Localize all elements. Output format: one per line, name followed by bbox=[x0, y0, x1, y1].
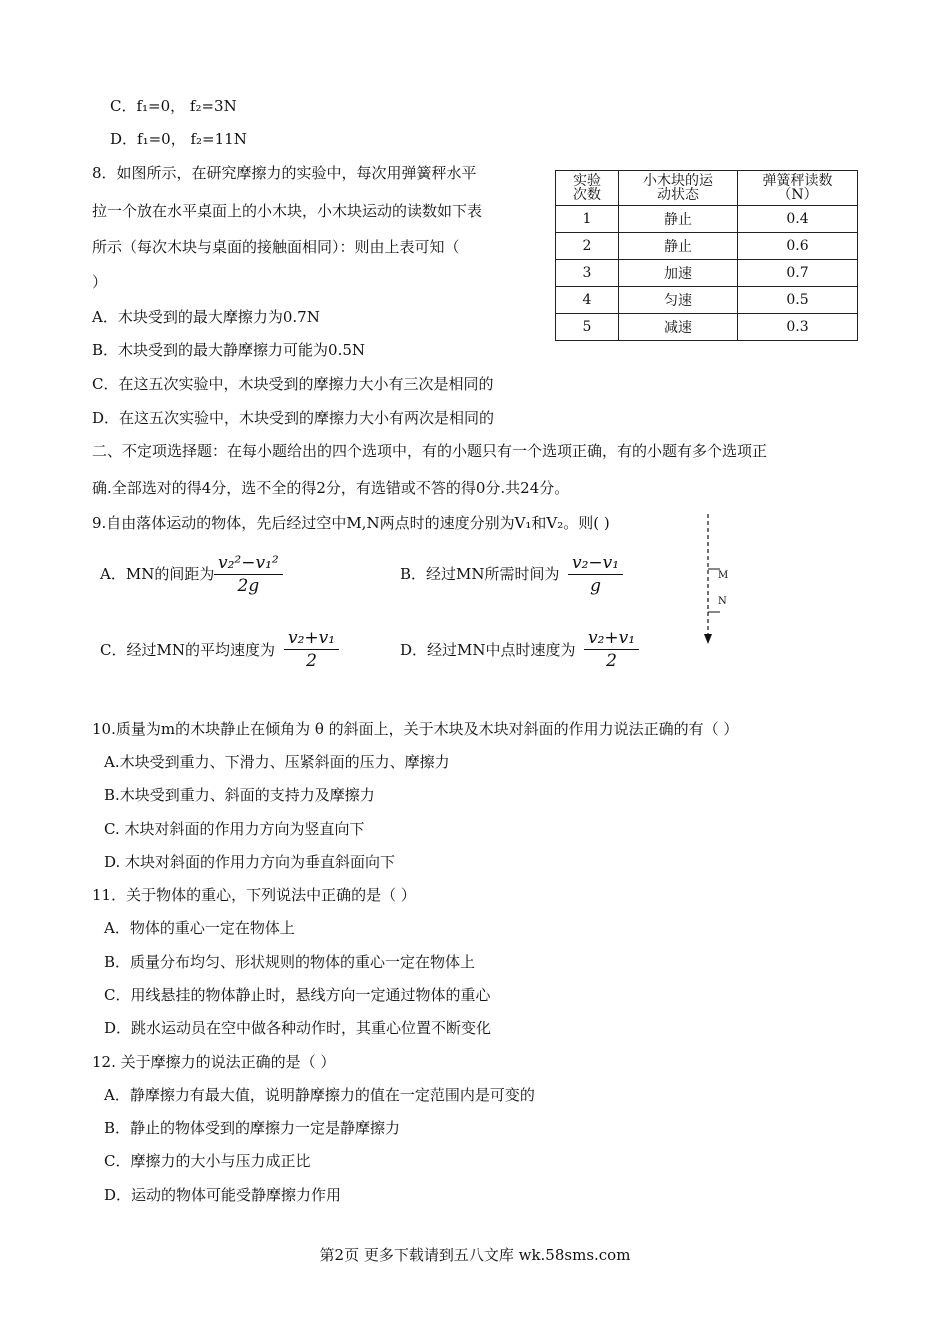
down-arrow-icon bbox=[704, 634, 712, 644]
point-m-label: M bbox=[718, 570, 729, 581]
q8-stem-1: 8．如图所示，在研究摩擦力的实验中，每次用弹簧秤水平 bbox=[92, 164, 477, 182]
q9-option-c-fraction bbox=[284, 627, 339, 672]
q11-option-c: C．用线悬挂的物体静止时，悬线方向一定通过物体的重心 bbox=[104, 986, 491, 1004]
point-n-label: N bbox=[718, 596, 727, 607]
q10-option-c: C. 木块对斜面的作用力方向为竖直向下 bbox=[104, 820, 365, 838]
q8-stem-2: 拉一个放在水平桌面上的小木块，小木块运动的读数如下表 bbox=[92, 202, 483, 220]
q8-option-c: C．在这五次实验中，木块受到的摩擦力大小有三次是相同的 bbox=[92, 375, 494, 393]
table-cell: 0.3 bbox=[738, 314, 858, 341]
table-cell: 5 bbox=[556, 314, 619, 341]
q7-option-d: D．f₁=0， f₂=11N bbox=[110, 130, 247, 148]
table-cell: 2 bbox=[556, 233, 619, 260]
fraction-numerator: v₂+v₁ bbox=[284, 627, 339, 650]
fraction-denominator: 2 bbox=[306, 651, 317, 671]
q7-option-c: C．f₁=0， f₂=3N bbox=[110, 97, 237, 115]
table-cell: 1 bbox=[556, 206, 619, 233]
q10-option-a: A.木块受到重力、下滑力、压紧斜面的压力、摩擦力 bbox=[104, 753, 450, 771]
page-footer: 第2页 更多下载请到五八文库 wk.58sms.com bbox=[319, 1246, 631, 1264]
table-cell: 0.6 bbox=[738, 233, 858, 260]
table-cell: 0.4 bbox=[738, 206, 858, 233]
table-cell: 静止 bbox=[619, 206, 738, 233]
q11-option-b: B．质量分布均匀、形状规则的物体的重心一定在物体上 bbox=[104, 953, 476, 971]
table-cell: 0.5 bbox=[738, 287, 858, 314]
q8-stem-4: ） bbox=[92, 273, 108, 291]
table-row bbox=[556, 314, 858, 341]
fraction-denominator: 2 bbox=[606, 651, 617, 671]
table-row bbox=[556, 233, 858, 260]
q9-option-a-fraction bbox=[214, 552, 283, 597]
table-cell: 静止 bbox=[619, 233, 738, 260]
q9-option-d-label: D．经过MN中点时速度为 bbox=[400, 641, 576, 659]
table-cell: 0.7 bbox=[738, 260, 858, 287]
table-cell: 3 bbox=[556, 260, 619, 287]
q12-option-a: A．静摩擦力有最大值，说明静摩擦力的值在一定范围内是可变的 bbox=[104, 1086, 535, 1104]
fraction-denominator: g bbox=[590, 576, 601, 596]
table-cell: 减速 bbox=[619, 314, 738, 341]
table-header-trial: 实验 次数 bbox=[556, 171, 619, 206]
q9-option-b-label: B．经过MN所需时间为 bbox=[400, 565, 560, 583]
q12-option-b: B．静止的物体受到的摩擦力一定是静摩擦力 bbox=[104, 1119, 401, 1137]
q8-option-d: D．在这五次实验中，木块受到的摩擦力大小有两次是相同的 bbox=[92, 409, 495, 427]
q11-option-d: D．跳水运动员在空中做各种动作时，其重心位置不断变化 bbox=[104, 1019, 492, 1037]
q12-stem: 12. 关于摩擦力的说法正确的是（ ） bbox=[92, 1053, 336, 1071]
falling-path-diagram bbox=[690, 512, 740, 652]
q8-stem-3: 所示（每次木块与桌面的接触面相同）：则由上表可知（ bbox=[92, 238, 460, 256]
q9-option-a-label: A．MN的间距为 bbox=[100, 565, 215, 583]
q9-option-c-label: C．经过MN的平均速度为 bbox=[100, 641, 275, 659]
fraction-denominator: 2g bbox=[237, 576, 260, 596]
table-header-state: 小木块的运 动状态 bbox=[619, 171, 738, 206]
table-row bbox=[556, 206, 858, 233]
section-2-line-1: 二、不定项选择题：在每小题给出的四个选项中，有的小题只有一个选项正确，有的小题有多个选项正 bbox=[92, 442, 768, 460]
section-2-line-2: 确.全部选对的得4分，选不全的得2分，有选错或不答的得0分.共24分。 bbox=[92, 479, 570, 497]
fraction-numerator: v₂²−v₁² bbox=[214, 552, 283, 575]
q8-option-a: A．木块受到的最大摩擦力为0.7N bbox=[92, 308, 320, 326]
q9-option-b-fraction bbox=[568, 552, 623, 597]
table-row bbox=[556, 260, 858, 287]
q12-option-d: D．运动的物体可能受静摩擦力作用 bbox=[104, 1186, 342, 1204]
table-cell: 匀速 bbox=[619, 287, 738, 314]
table-cell: 4 bbox=[556, 287, 619, 314]
q11-option-a: A．物体的重心一定在物体上 bbox=[104, 919, 295, 937]
q10-stem: 10.质量为m的木块静止在倾角为 θ 的斜面上，关于木块及木块对斜面的作用力说法正确的有（ ） bbox=[92, 720, 739, 738]
q9-stem: 9.自由落体运动的物体，先后经过空中M,N两点时的速度分别为V₁和V₂。则( ) bbox=[92, 514, 610, 532]
q12-option-c: C．摩擦力的大小与压力成正比 bbox=[104, 1152, 311, 1170]
q8-option-b: B．木块受到的最大静摩擦力可能为0.5N bbox=[92, 341, 366, 359]
fraction-numerator: v₂+v₁ bbox=[584, 627, 639, 650]
q11-stem: 11．关于物体的重心，下列说法中正确的是（ ） bbox=[92, 886, 416, 904]
table-header-reading: 弹簧秤读数 （N） bbox=[738, 171, 858, 206]
q10-option-d: D. 木块对斜面的作用力方向为垂直斜面向下 bbox=[104, 853, 396, 871]
q10-option-b: B.木块受到重力、斜面的支持力及摩擦力 bbox=[104, 786, 375, 804]
table-cell: 加速 bbox=[619, 260, 738, 287]
q8-data-table bbox=[555, 170, 858, 341]
q9-option-d-fraction bbox=[584, 627, 639, 672]
table-row bbox=[556, 287, 858, 314]
fraction-numerator: v₂−v₁ bbox=[568, 552, 623, 575]
